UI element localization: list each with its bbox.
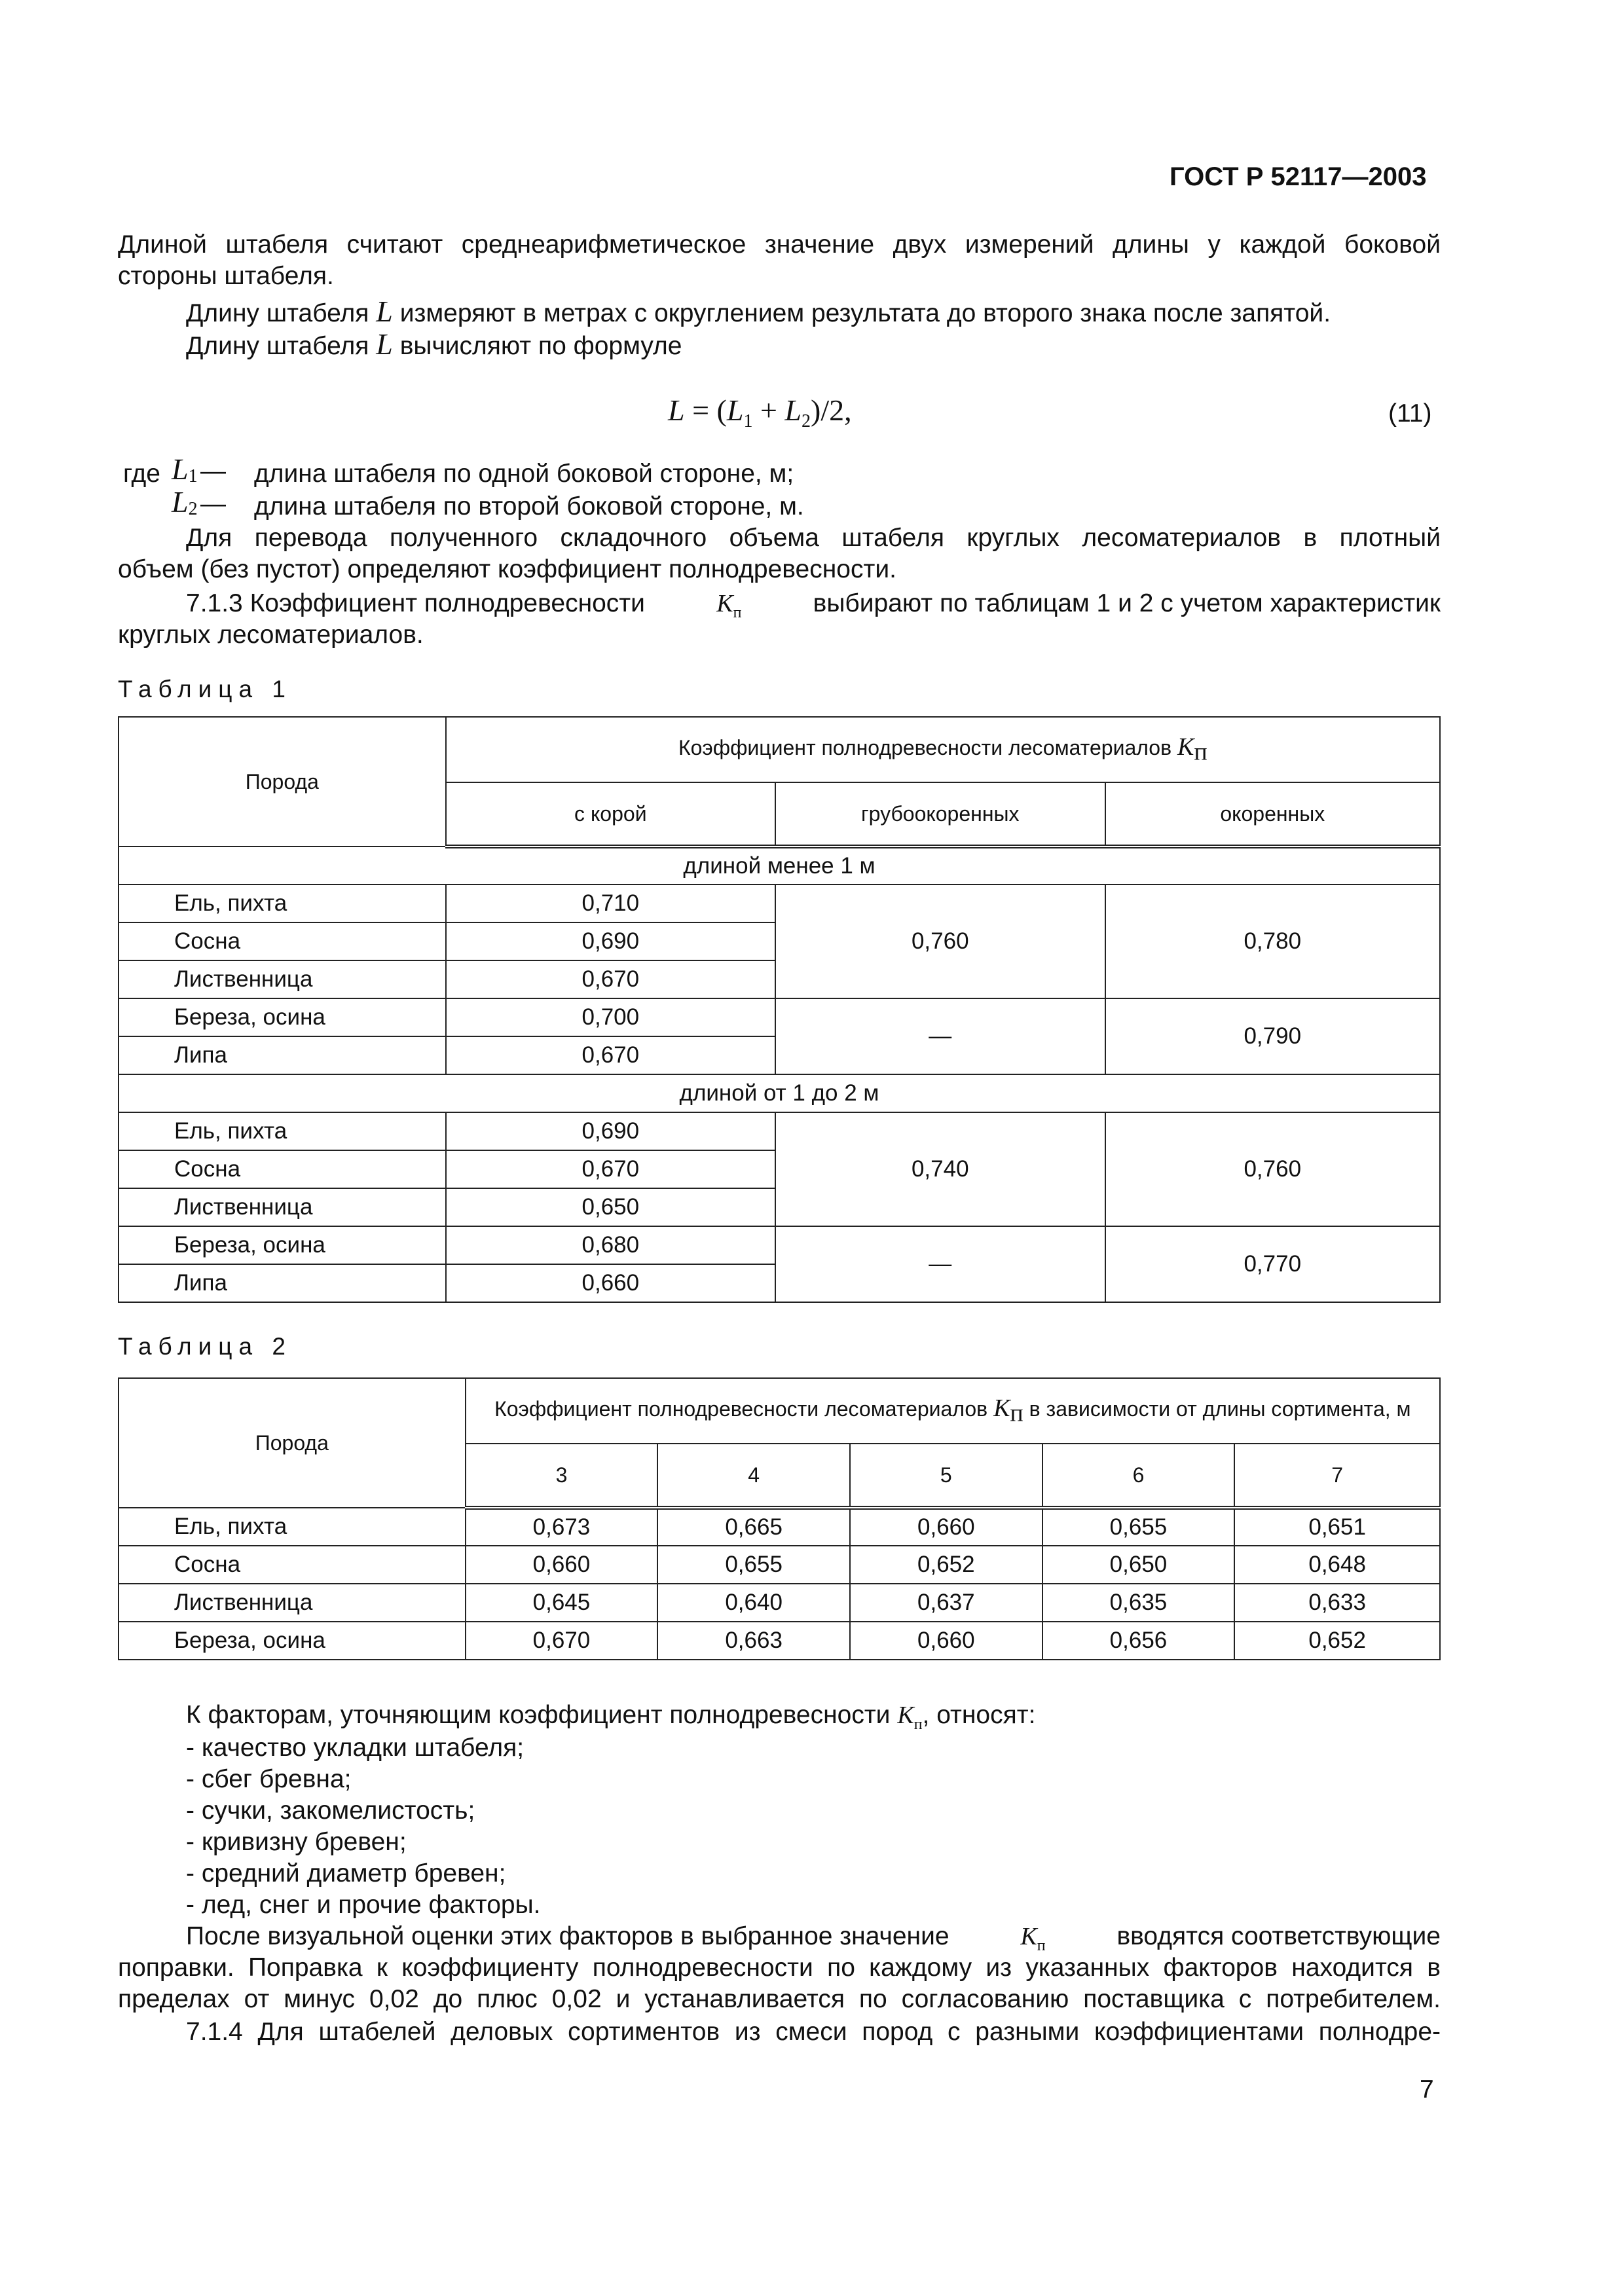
table-cell: 0,690 <box>446 1112 775 1150</box>
table-cell: 0,660 <box>850 1622 1042 1660</box>
table-cell: 0,637 <box>850 1584 1042 1622</box>
where-word: где <box>123 460 160 488</box>
table-cell: 0,780 <box>1105 884 1440 998</box>
table-row <box>119 1622 1440 1660</box>
factor-item: - сучки, закомелистость; <box>186 1796 475 1825</box>
factor-item: - сбег бревна; <box>186 1765 352 1793</box>
table-row-species: Ель, пихта <box>119 1112 446 1150</box>
table-1-caption: Таблица 1 <box>118 676 292 702</box>
table-cell: 0,652 <box>850 1546 1042 1584</box>
formula-11: $L = (L_1 + L_2)/2$, <box>668 393 852 432</box>
table-cell: 0,648 <box>1234 1546 1440 1584</box>
table-1-subheader: с корой <box>446 782 775 847</box>
paragraph-line: круглых лесоматериалов. <box>118 621 424 649</box>
where-l2: $L_2$ — <box>172 485 227 520</box>
table-cell: 0,650 <box>1042 1546 1235 1584</box>
table-2-length-header: 6 <box>1042 1444 1235 1508</box>
table-cell: 0,760 <box>775 884 1105 998</box>
table-row-species: Ель, пихта <box>119 1508 466 1546</box>
factor-item: - кривизну бревен; <box>186 1828 407 1856</box>
page-number: 7 <box>1420 2075 1434 2104</box>
table-cell: 0,652 <box>1234 1622 1440 1660</box>
paragraph-line: пределах от минус 0,02 до плюс 0,02 и устанавливается по согласованию поставщика с потребителем. <box>118 1985 1441 2013</box>
table-2-length-header: 5 <box>850 1444 1042 1508</box>
where-l1: $L_1$ — <box>172 452 227 487</box>
table-2-length-header: 3 <box>466 1444 658 1508</box>
table-cell: 0,655 <box>1042 1508 1235 1546</box>
table-cell: 0,660 <box>850 1508 1042 1546</box>
factor-item: - лед, снег и прочие факторы. <box>186 1891 541 1919</box>
factor-item: - качество укладки штабеля; <box>186 1734 525 1762</box>
table-cell: 0,665 <box>657 1508 850 1546</box>
table-row-species: Береза, осина <box>119 1622 466 1660</box>
table-cell: 0,790 <box>1105 998 1440 1074</box>
table-cell: 0,770 <box>1105 1226 1440 1302</box>
table-row-species: Лиственница <box>119 1584 466 1622</box>
table-cell: 0,760 <box>1105 1112 1440 1226</box>
table-cell: 0,740 <box>775 1112 1105 1226</box>
factors-intro: К факторам, уточняющим коэффициент полнодревесности $K_п$, относят: <box>186 1701 1036 1733</box>
where-l2-text: длина штабеля по второй боковой стороне, м. <box>254 492 804 520</box>
table-cell: 0,633 <box>1234 1584 1440 1622</box>
table-cell: — <box>775 998 1105 1074</box>
table-1-header-species: Порода <box>119 717 446 847</box>
table-cell: 0,710 <box>446 884 775 922</box>
table-cell: 0,673 <box>466 1508 658 1546</box>
table-cell: 0,670 <box>466 1622 658 1660</box>
table-row-species: Лиственница <box>119 960 446 998</box>
clause-7-1-4: 7.1.4 Для штабелей деловых сортиментов из смеси пород с разными коэффициентами полнодре- <box>186 2018 1441 2046</box>
table-row-species: Липа <box>119 1036 446 1074</box>
table-cell: — <box>775 1226 1105 1302</box>
table-cell: 0,660 <box>446 1264 775 1302</box>
table-row-species: Лиственница <box>119 1188 446 1226</box>
table-2-header-coefficient: Коэффициент полнодревесности лесоматериалов $K_п$ в зависимости от длины сортимента, м <box>466 1378 1440 1444</box>
table-1-group-title: длиной менее 1 м <box>119 847 1440 884</box>
paragraph-line: объем (без пустот) определяют коэффициент полнодревесности. <box>118 555 896 583</box>
paragraph-line: Длиной штабеля считают среднеарифметическое значение двух измерений длины у каждой боковой <box>118 230 1441 259</box>
table-cell: 0,700 <box>446 998 775 1036</box>
standard-header: ГОСТ Р 52117—2003 <box>1170 162 1427 191</box>
table-2-length-header: 4 <box>657 1444 850 1508</box>
paragraph-corrections: После визуальной оценки этих факторов в выбранное значение $K_п$ вводятся соответствующие <box>186 1922 1441 1954</box>
table-1-subheader: грубоокоренных <box>775 782 1105 847</box>
table-cell: 0,670 <box>446 1036 775 1074</box>
where-l1-text: длина штабеля по одной боковой стороне, м; <box>254 460 794 488</box>
table-cell: 0,660 <box>466 1546 658 1584</box>
table-2-length-header: 7 <box>1234 1444 1440 1508</box>
table-row <box>119 1584 1440 1622</box>
table-row-species: Сосна <box>119 1546 466 1584</box>
table-row-species: Липа <box>119 1264 446 1302</box>
table-row <box>119 1508 1440 1546</box>
table-cell: 0,680 <box>446 1226 775 1264</box>
table-cell: 0,650 <box>446 1188 775 1226</box>
paragraph-length-measure: Длину штабеля L измеряют в метрах с округлением результата до второго знака после запятой. <box>186 295 1331 328</box>
table-2-header-species: Порода <box>119 1378 466 1508</box>
table-cell: 0,635 <box>1042 1584 1235 1622</box>
table-row-species: Сосна <box>119 922 446 960</box>
paragraph-line: поправки. Поправка к коэффициенту полнодревесности по каждому из указанных факторов находится в <box>118 1954 1441 1982</box>
paragraph-line: стороны штабеля. <box>118 262 334 290</box>
table-cell: 0,670 <box>446 960 775 998</box>
factor-item: - средний диаметр бревен; <box>186 1859 506 1887</box>
paragraph-line: Для перевода полученного складочного объема штабеля круглых лесоматериалов в плотный <box>186 524 1441 552</box>
table-row-species: Береза, осина <box>119 998 446 1036</box>
table-1-header-coefficient: Коэффициент полнодревесности лесоматериалов $K_п$ <box>446 717 1440 782</box>
table-cell: 0,645 <box>466 1584 658 1622</box>
clause-7-1-3: 7.1.3 Коэффициент полнодревесности $K_п$ выбирают по таблицам 1 и 2 с учетом характеристик <box>186 589 1441 621</box>
formula-number: (11) <box>1388 399 1432 428</box>
table-row-species: Ель, пихта <box>119 884 446 922</box>
table-1-subheader: окоренных <box>1105 782 1440 847</box>
table-cell: 0,655 <box>657 1546 850 1584</box>
table-2 <box>118 1377 1441 1660</box>
table-1-group-title: длиной от 1 до 2 м <box>119 1074 1440 1112</box>
table-row-species: Сосна <box>119 1150 446 1188</box>
table-cell: 0,640 <box>657 1584 850 1622</box>
table-1 <box>118 716 1441 1303</box>
table-cell: 0,690 <box>446 922 775 960</box>
table-2-caption: Таблица 2 <box>118 1333 292 1360</box>
table-cell: 0,663 <box>657 1622 850 1660</box>
table-cell: 0,670 <box>446 1150 775 1188</box>
table-row <box>119 1546 1440 1584</box>
paragraph-length-formula-intro: Длину штабеля L вычисляют по формуле <box>186 327 682 361</box>
table-row-species: Береза, осина <box>119 1226 446 1264</box>
table-cell: 0,651 <box>1234 1508 1440 1546</box>
table-cell: 0,656 <box>1042 1622 1235 1660</box>
